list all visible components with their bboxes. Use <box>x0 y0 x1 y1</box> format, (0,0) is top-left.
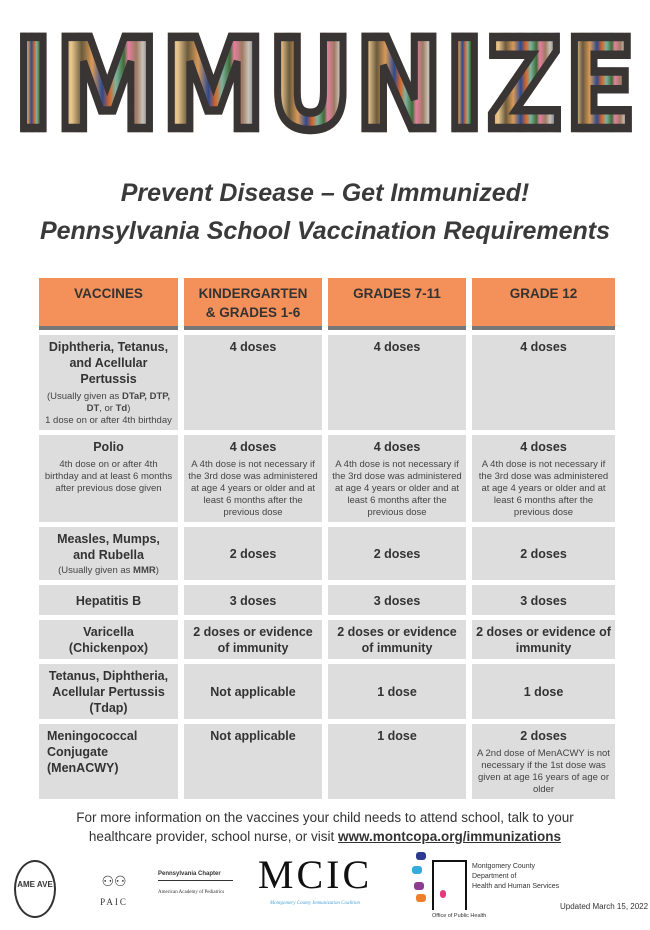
immunizations-link[interactable]: www.montcopa.org/immunizations <box>338 829 562 844</box>
dose-cell: 1 dose <box>328 724 466 799</box>
header-k6: KINDERGARTEN & GRADES 1-6 <box>184 278 322 330</box>
mc-hhs: Health and Human Services <box>472 883 560 890</box>
content-flow <box>0 273 650 930</box>
updated-date: Updated March 15, 2022 <box>560 902 649 911</box>
footer-info <box>0 808 650 846</box>
ameave-text: AME AVE <box>17 880 53 889</box>
vaccine-cell: Hepatitis B <box>39 585 178 615</box>
dose-cell: 4 doses A 4th dose is not necessary if the 3rd dose was administered at age 4 years or older and at least 6 months after the previous dose <box>472 435 615 522</box>
leaf-icon <box>414 882 424 890</box>
header-vaccines: VACCINES <box>39 278 178 330</box>
mcic-subtitle: Montgomery County Immunization Coalition <box>269 901 361 906</box>
banner-letter: Z <box>486 11 563 159</box>
table-row <box>39 435 615 522</box>
vaccine-cell: Meningococcal Conjugate (MenACWY) <box>39 724 178 799</box>
banner-letter: U <box>268 11 353 159</box>
mc-name: Montgomery County <box>472 863 536 870</box>
aap-subtitle: American Academy of Pediatrics <box>158 890 225 895</box>
leaf-icon <box>440 890 446 898</box>
logo-row <box>0 850 650 930</box>
aap-title: Pennsylvania Chapter <box>158 870 233 881</box>
dose-cell: Not applicable <box>184 664 322 719</box>
table-row <box>39 527 615 580</box>
vaccine-cell: Diphtheria, Tetanus, and Acellular Pertussis (Usually given as DTaP, DTP, DT, or Td) 1 dose on or after 4th birthday <box>39 335 178 430</box>
dose-cell: 2 doses or evidence of immunity <box>328 620 466 659</box>
door-icon <box>432 860 467 910</box>
vaccine-cell: Tetanus, Diphtheria, Acellular Pertussis (Tdap) <box>39 664 178 719</box>
header-g12: GRADE 12 <box>472 278 615 330</box>
dose-cell: 2 doses or evidence of immunity <box>184 620 322 659</box>
banner-letter: I <box>445 11 484 159</box>
dose-cell: 4 doses A 4th dose is not necessary if the 3rd dose was administered at age 4 years or older and at least 6 months after the previous dose <box>184 435 322 522</box>
dose-cell: 3 doses <box>472 585 615 615</box>
dose-cell: 2 doses <box>184 527 322 580</box>
footer-text: For more information on the vaccines your child needs to attend school, talk to your healthcare provider, school nurse, or visit <box>76 810 574 844</box>
dose-cell: 4 doses <box>184 335 322 430</box>
dose-cell: 2 doses or evidence of immunity <box>472 620 615 659</box>
table-row <box>39 664 615 719</box>
dose-cell: 3 doses <box>184 585 322 615</box>
dose-cell: 1 dose <box>472 664 615 719</box>
leaf-icon <box>416 894 426 902</box>
paic-text: PAIC <box>100 897 128 907</box>
dose-cell: Not applicable <box>184 724 322 799</box>
aap-logo <box>158 870 233 896</box>
banner-letter: I <box>14 11 53 159</box>
table-header-row <box>39 278 615 330</box>
title-line1: Prevent Disease – Get Immunized! <box>120 179 530 207</box>
vaccination-table <box>33 273 621 804</box>
leaf-icon <box>412 866 422 874</box>
vaccine-cell: Varicella (Chickenpox) <box>39 620 178 659</box>
dose-cell: 4 doses A 4th dose is not necessary if the 3rd dose was administered at age 4 years or older and at least 6 months after the previous dose <box>328 435 466 522</box>
dose-cell: 3 doses <box>328 585 466 615</box>
dose-cell: 1 dose <box>328 664 466 719</box>
children-icon: ⚇⚇ <box>101 873 127 889</box>
dose-cell: 2 doses A 2nd dose of MenACWY is not necessary if the 1st dose was given at age 16 years of age or older <box>472 724 615 799</box>
banner-letter: E <box>564 11 636 159</box>
table-row <box>39 620 615 659</box>
table-row <box>39 585 615 615</box>
header-g711: GRADES 7-11 <box>328 278 466 330</box>
mc-dept: Department of <box>472 873 517 880</box>
banner-letter: M <box>55 11 159 159</box>
table-row <box>39 724 615 799</box>
paic-logo <box>88 862 140 914</box>
mc-dhhs-logo <box>412 850 560 925</box>
immunize-banner <box>14 11 636 159</box>
dose-cell: 2 doses <box>328 527 466 580</box>
vaccine-cell: Measles, Mumps, and Rubella (Usually given as MMR) <box>39 527 178 580</box>
dose-cell: 2 doses <box>472 527 615 580</box>
title-line2: Pennsylvania School Vaccination Requirements <box>39 217 611 245</box>
vaccine-cell: Polio 4th dose on or after 4th birthday and at least 6 months after previous dose given <box>39 435 178 522</box>
banner-letter: M <box>161 11 266 159</box>
banner-letter: N <box>355 11 443 159</box>
ameave-logo <box>14 860 56 918</box>
mcic-text: MCIC <box>257 852 373 897</box>
leaf-icon <box>416 852 426 860</box>
dose-cell: 4 doses <box>472 335 615 430</box>
dose-cell: 4 doses <box>328 335 466 430</box>
mc-oph: Office of Public Health <box>432 913 487 919</box>
table-row <box>39 335 615 430</box>
mcic-logo <box>250 850 380 907</box>
